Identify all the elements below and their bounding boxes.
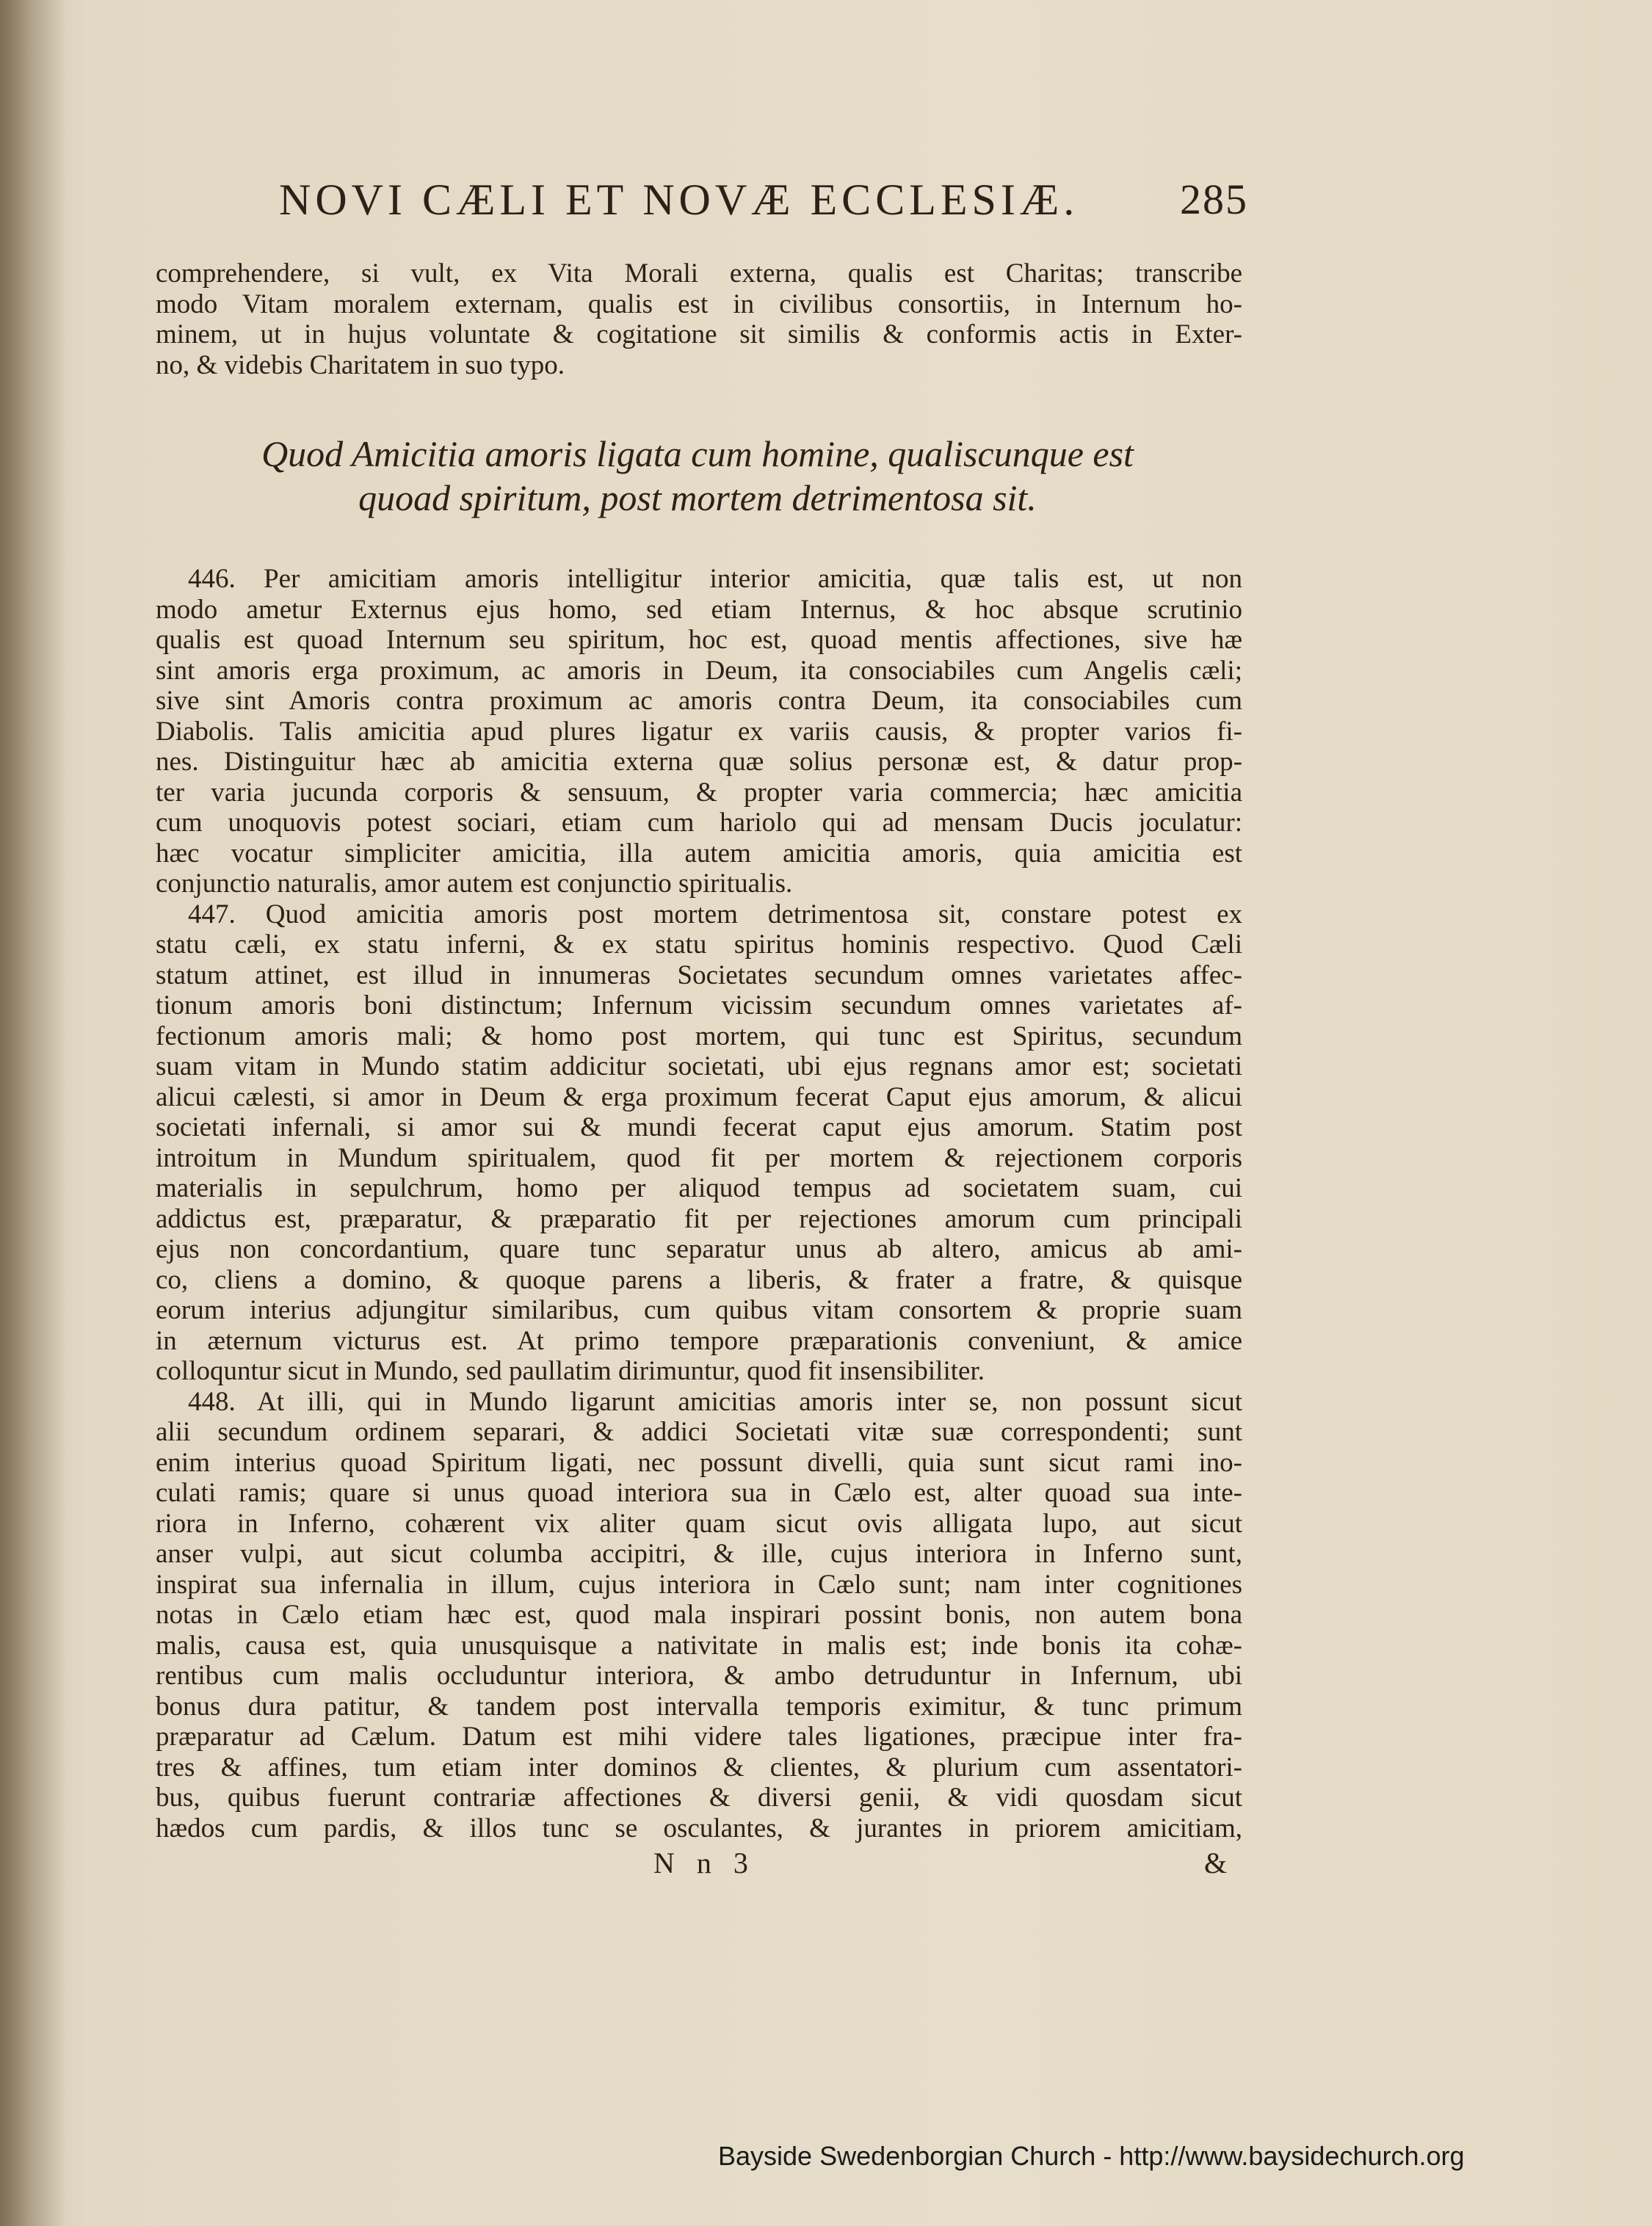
text-line: malis, causa est, quia unusquisque a nativitate in malis est; inde bonis ita cohæ- — [156, 1630, 1242, 1661]
text-line: statu cæli, ex statu inferni, & ex statu spiritus hominis respectivo. Quod Cæli — [156, 929, 1242, 960]
text-line: præparatur ad Cælum. Datum est mihi videre tales ligationes, præcipue inter fra- — [156, 1722, 1242, 1752]
text-line: bonus dura patitur, & tandem post intervalla temporis eximitur, & tunc primum — [156, 1691, 1242, 1722]
text-line: alii secundum ordinem separari, & addici Societati vitæ suæ correspondenti; sunt — [156, 1417, 1242, 1447]
text-line: alicui cælesti, si amor in Deum & erga proximum fecerat Caput ejus amorum, & alicui — [156, 1081, 1242, 1112]
paragraph-447-start: 447. Quod amicitia amoris post mortem detrimentosa sit, constare potest ex — [188, 899, 1242, 929]
page-number: 285 — [1180, 175, 1248, 223]
text-line: no, & videbis Charitatem in suo typo. — [156, 349, 565, 380]
text-line: modo Vitam moralem externam, qualis est in civilibus consortiis, in Internum ho- — [156, 289, 1242, 319]
text-line: comprehendere, si vult, ex Vita Morali externa, qualis est Charitas; transcribe — [156, 258, 1242, 289]
spine-shadow — [0, 0, 66, 2226]
text-line: in æternum victurus est. At primo tempore præparationis conveniunt, & amice — [156, 1325, 1242, 1356]
text-line: anser vulpi, aut sicut columba accipitri, & ille, cujus interiora in Inferno sunt, — [156, 1539, 1242, 1569]
text-line: conjunctio naturalis, amor autem est conjunctio spiritualis. — [156, 869, 793, 899]
text-line: inspirat sua infernalia in illum, cujus interiora in Cælo sunt; nam inter cognitiones — [156, 1569, 1242, 1600]
text-line: qualis est quoad Internum seu spiritum, hoc est, quoad mentis affectiones, sive hæ — [156, 625, 1242, 655]
text-line: minem, ut in hujus voluntate & cogitatione sit similis & conformis actis in Exter- — [156, 319, 1242, 349]
signature-mark: N n 3 — [653, 1846, 756, 1879]
catchword: & — [1204, 1846, 1228, 1879]
text-line: eorum interius adjungitur similaribus, cum quibus vitam consortem & proprie suam — [156, 1295, 1242, 1325]
text-line: hæc vocatur simpliciter amicitia, illa autem amicitia amoris, quia amicitia est — [156, 838, 1242, 869]
paragraph-448-start: 448. At illi, qui in Mundo ligarunt amicitias amoris inter se, non possunt sicut — [188, 1386, 1242, 1417]
text-line: rentibus cum malis occluduntur interiora, & ambo detruduntur in Infernum, ubi — [156, 1661, 1242, 1691]
text-line: ejus non concordantium, quare tunc separatur unus ab altero, amicus ab ami- — [156, 1234, 1242, 1264]
text-line: nes. Distinguitur hæc ab amicitia externa quæ solius personæ est, & datur prop- — [156, 747, 1242, 777]
heading-line: quoad spiritum, post mortem detrimentosa sit. — [358, 477, 1037, 518]
running-title: NOVI CÆLI ET NOVÆ ECCLESIÆ. — [279, 175, 1079, 224]
text-line: colloquntur sicut in Mundo, sed paullatim dirimuntur, quod fit insensibiliter. — [156, 1356, 985, 1386]
text-line: Diabolis. Talis amicitia apud plures ligatur ex variis causis, & propter varios fi- — [156, 716, 1242, 747]
text-line: cum unoquovis potest sociari, etiam cum hariolo qui ad mensam Ducis joculatur: — [156, 808, 1242, 838]
text-line: introitum in Mundum spiritualem, quod fit per mortem & rejectionem corporis — [156, 1142, 1242, 1173]
text-line: tionum amoris boni distinctum; Infernum vicissim secundum omnes varietates af- — [156, 990, 1242, 1020]
text-line: statum attinet, est illud in innumeras Societates secundum omnes varietates affec- — [156, 960, 1242, 990]
text-line: addictus est, præparatur, & præparatio fit per rejectiones amorum cum principali — [156, 1203, 1242, 1234]
text-line: hædos cum pardis, & illos tunc se osculantes, & jurantes in priorem amicitiam, — [156, 1813, 1242, 1843]
text-line: tres & affines, tum etiam inter dominos & clientes, & plurium cum assentatori- — [156, 1752, 1242, 1783]
text-line: riora in Inferno, cohærent vix aliter quam sicut ovis alligata lupo, aut sicut — [156, 1508, 1242, 1539]
text-line: materialis in sepulchrum, homo per aliquod tempus ad societatem suam, cui — [156, 1173, 1242, 1203]
text-line: enim interius quoad Spiritum ligati, nec possunt divelli, quia sunt sicut rami ino- — [156, 1447, 1242, 1478]
text-line: sive sint Amoris contra proximum ac amoris contra Deum, ita consociabiles cum — [156, 686, 1242, 716]
section-heading — [191, 432, 1204, 520]
text-line: modo ametur Externus ejus homo, sed etiam Internus, & hoc absque scrutinio — [156, 594, 1242, 625]
text-line: sint amoris erga proximum, ac amoris in Deum, ita consociabiles cum Angelis cæli; — [156, 655, 1242, 686]
text-line: co, cliens a domino, & quoque parens a liberis, & frater a fratre, & quisque — [156, 1264, 1242, 1295]
heading-line: Quod Amicitia amoris ligata cum homine, qualiscunque est — [261, 433, 1134, 474]
text-line: ter varia jucunda corporis & sensuum, & propter varia commercia; hæc amicitia — [156, 777, 1242, 808]
text-line: notas in Cælo etiam hæc est, quod mala inspirari possint bonis, non autem bona — [156, 1600, 1242, 1630]
text-line: societati infernali, si amor sui & mundi fecerat caput ejus amorum. Statim post — [156, 1112, 1242, 1142]
text-line: fectionum amoris mali; & homo post mortem, qui tunc est Spiritus, secundum — [156, 1020, 1242, 1051]
text-line: suam vitam in Mundo statim addicitur societati, ubi ejus regnans amor est; societati — [156, 1051, 1242, 1081]
body-text — [156, 564, 1242, 1843]
watermark-link[interactable]: Bayside Swedenborgian Church - http://www.baysidechurch.org — [718, 2141, 1465, 2171]
text-line: bus, quibus fuerunt contrariæ affectiones & diversi genii, & vidi quosdam sicut — [156, 1783, 1242, 1813]
page-header — [279, 175, 1248, 241]
text-line: culati ramis; quare si unus quoad interiora sua in Cælo est, alter quoad sua inte- — [156, 1478, 1242, 1508]
intro-paragraph — [156, 258, 1242, 380]
paragraph-446-start: 446. Per amicitiam amoris intelligitur interior amicitia, quæ talis est, ut non — [188, 564, 1242, 594]
